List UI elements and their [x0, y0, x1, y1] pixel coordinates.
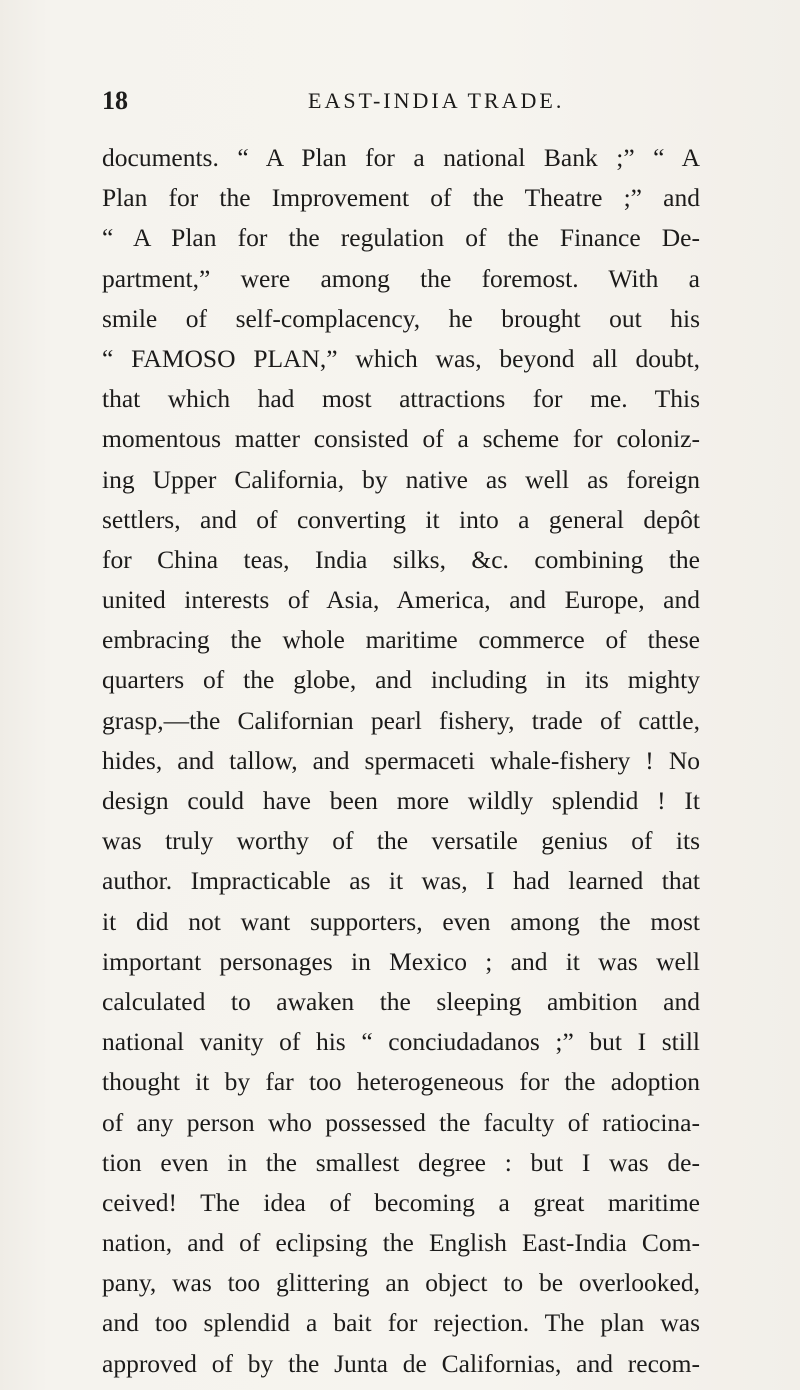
text-line: national vanity of his “ conciudadanos ;” but I still [102, 1027, 700, 1057]
text-line: settlers, and of converting it into a general depôt [102, 504, 700, 534]
body-text [102, 138, 700, 1384]
text-line: united interests of Asia, America, and Europe, and [102, 585, 700, 615]
text-line: approved of by the Junta de Californias, and recom- [102, 1348, 700, 1378]
text-line: it did not want supporters, even among the most [102, 906, 700, 936]
text-line: author. Impracticable as it was, I had learned that [102, 866, 700, 896]
text-line: quarters of the globe, and including in its mighty [102, 665, 700, 695]
page-number: 18 [102, 86, 128, 115]
text-line: thought it by far too heterogeneous for the adoption [102, 1067, 700, 1097]
text-line: ceived! The idea of becoming a great maritime [102, 1187, 700, 1217]
text-line: tion even in the smallest degree : but I was de- [102, 1147, 700, 1177]
text-line: of any person who possessed the faculty of ratiocina- [102, 1107, 700, 1137]
text-line: important personages in Mexico ; and it was well [102, 946, 700, 976]
text-line: smile of self-complacency, he brought out his [102, 303, 700, 333]
text-line: was truly worthy of the versatile genius of its [102, 826, 700, 856]
text-line: momentous matter consisted of a scheme for coloniz- [102, 424, 700, 454]
page-header [102, 86, 702, 120]
text-line: nation, and of eclipsing the English East-India Com- [102, 1228, 700, 1258]
text-line: pany, was too glittering an object to be overlooked, [102, 1268, 700, 1298]
text-line: documents. “ A Plan for a national Bank ;” “ A [102, 143, 700, 172]
text-line: Plan for the Improvement of the Theatre ;” and [102, 183, 700, 213]
text-line: ing Upper California, by native as well as foreign [102, 464, 700, 494]
text-line: grasp,—the Californian pearl fishery, trade of cattle, [102, 705, 700, 735]
text-line: design could have been more wildly splendid ! It [102, 786, 700, 815]
running-head: EAST-INDIA TRADE. [308, 88, 565, 113]
text-line: partment,” were among the foremost. With a [102, 263, 700, 293]
text-line: that which had most attractions for me. This [102, 384, 700, 414]
text-line: hides, and tallow, and spermaceti whale-fishery ! No [102, 745, 700, 775]
text-line: “ FAMOSO PLAN,” which was, beyond all doubt, [102, 343, 700, 373]
text-line: calculated to awaken the sleeping ambition and [102, 986, 700, 1016]
text-line: for China teas, India silks, &c. combining the [102, 544, 700, 574]
text-line: and too splendid a bait for rejection. The plan was [102, 1308, 700, 1338]
text-line: embracing the whole maritime commerce of these [102, 625, 700, 655]
text-line: “ A Plan for the regulation of the Finance De- [102, 223, 700, 253]
